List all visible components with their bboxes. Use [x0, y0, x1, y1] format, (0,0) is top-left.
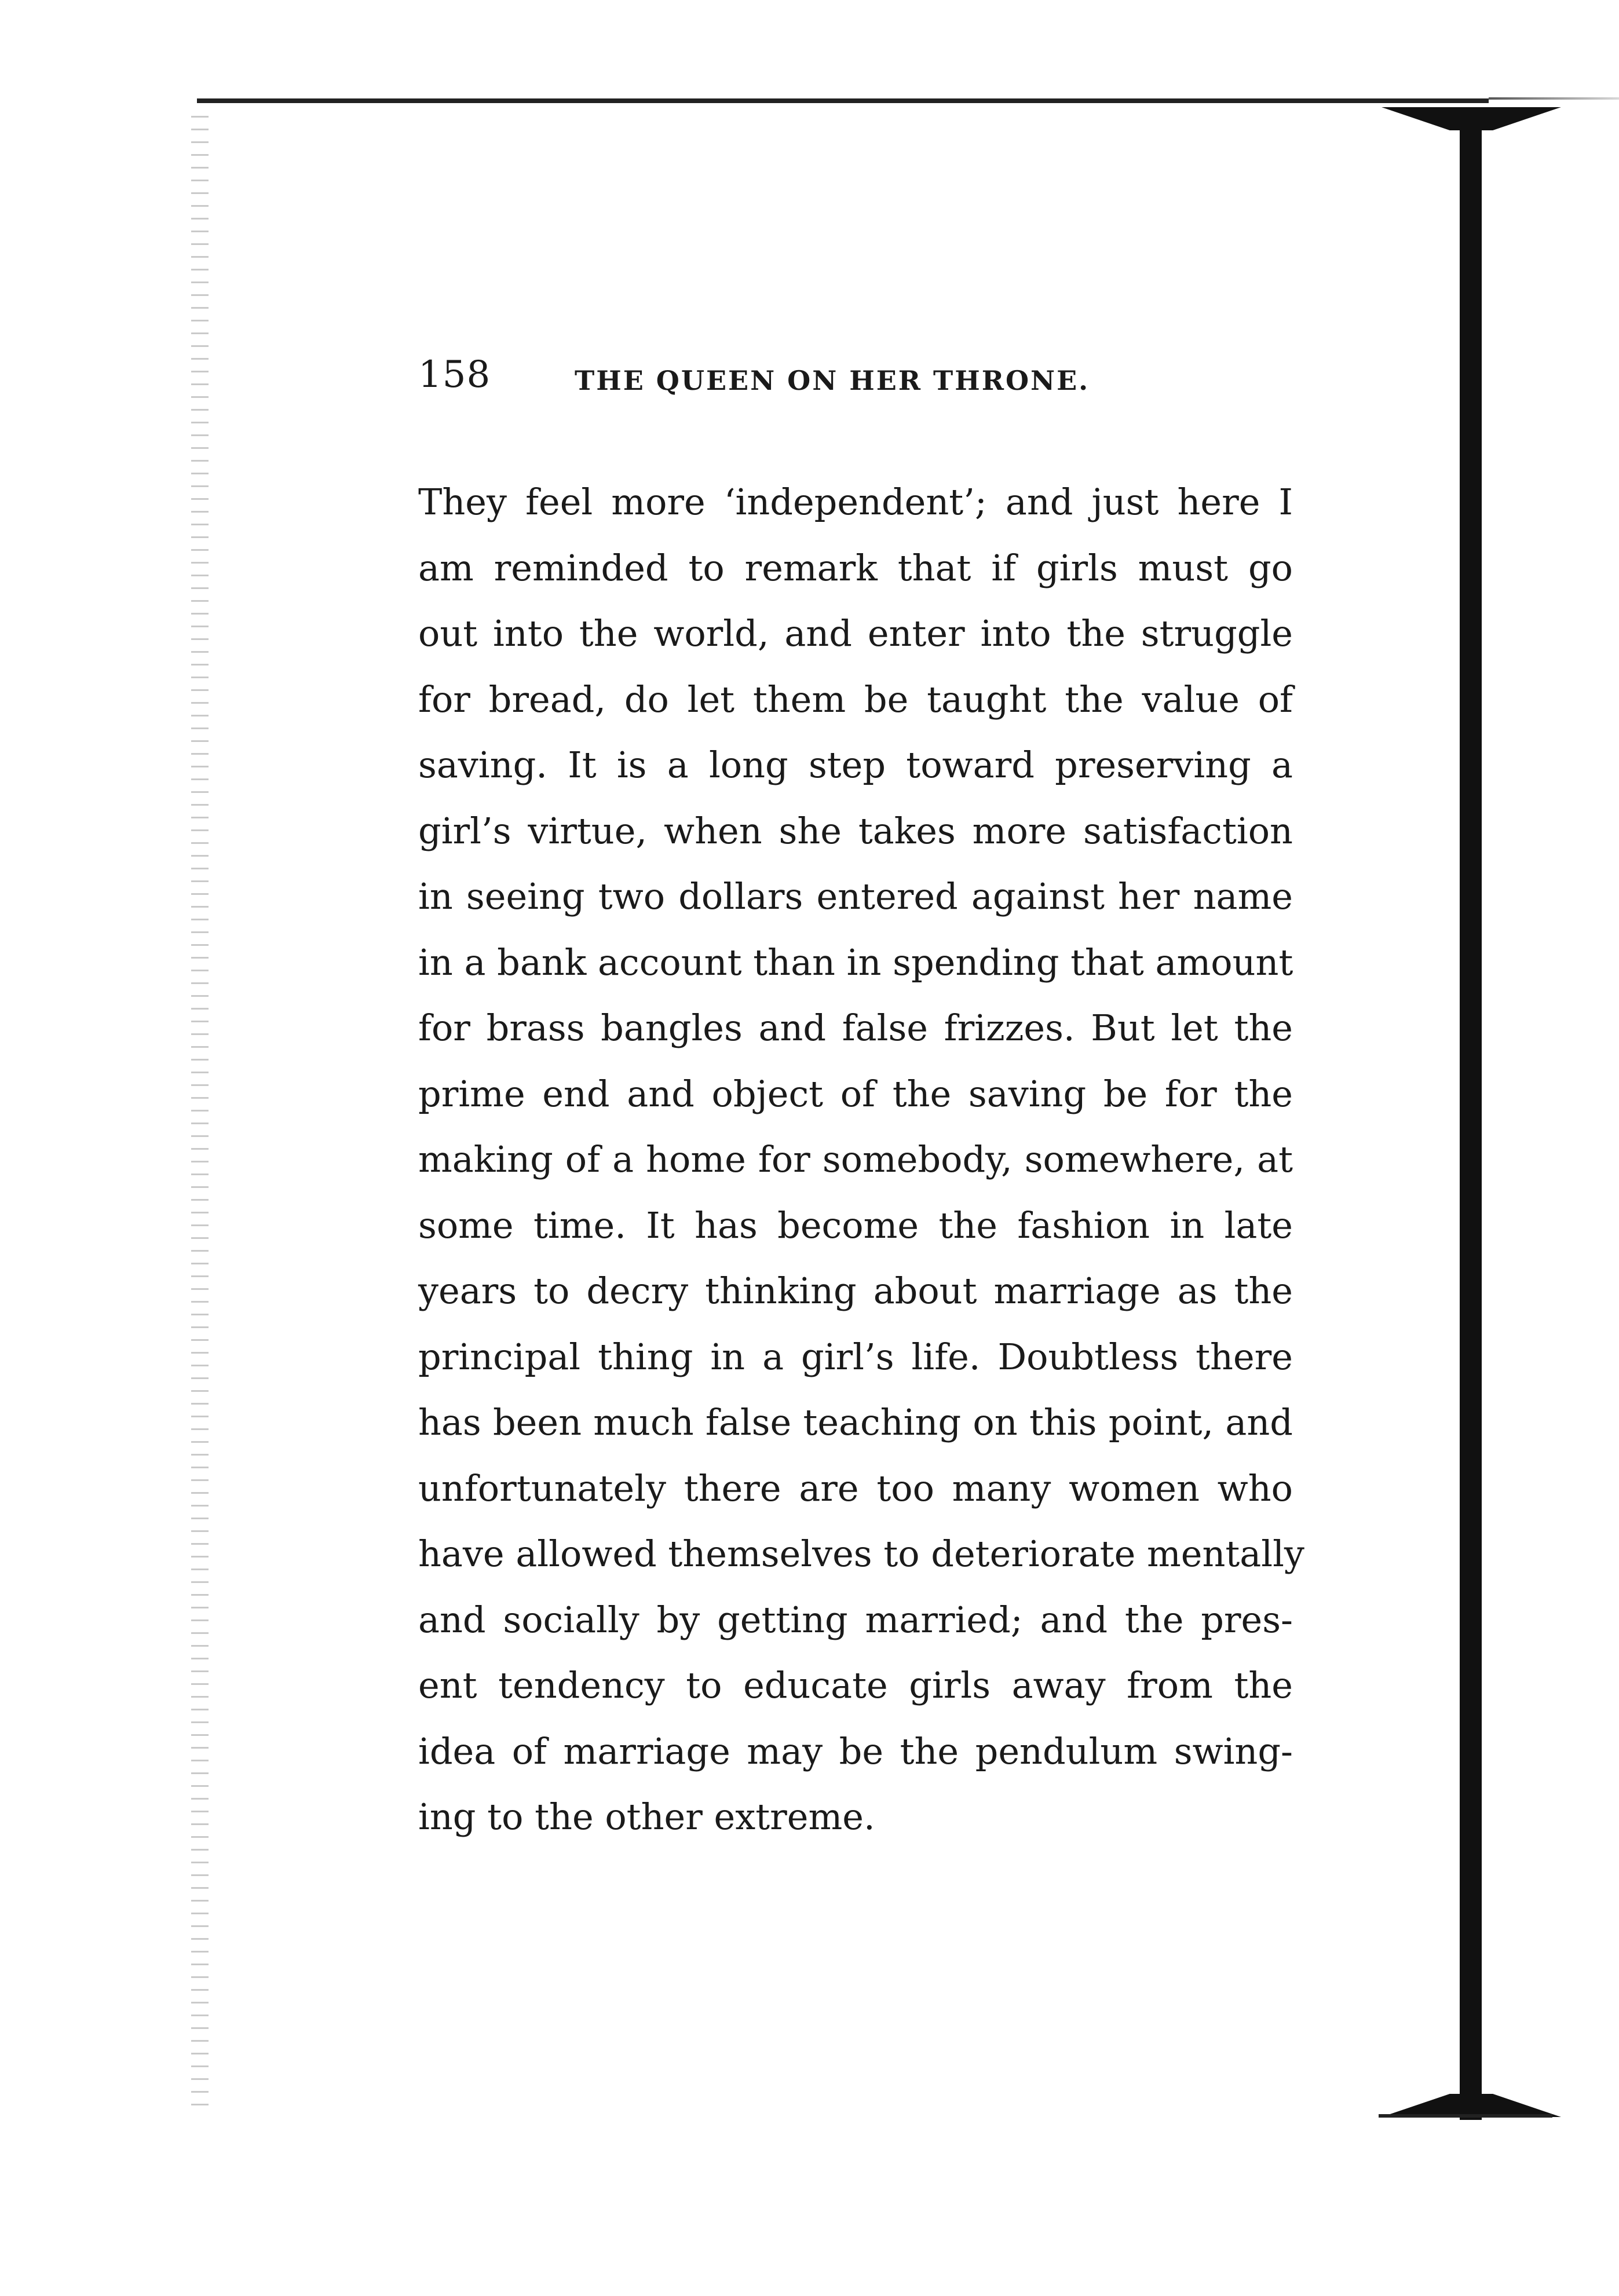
text-line: unfortunately there are too many women who: [418, 1467, 1293, 1509]
running-head: THE QUEEN ON HER THRONE.: [575, 365, 1090, 396]
bottom-rule: [1379, 2114, 1552, 2118]
binding-bar: [1460, 116, 1482, 2120]
text-line: has been much false teaching on this point, and: [418, 1401, 1293, 1443]
text-line: saving. It is a long step toward preserving a: [418, 744, 1293, 786]
text-line: making of a home for somebody, somewhere, at: [418, 1138, 1293, 1180]
top-rule: [197, 98, 1489, 103]
text-line: idea of marriage may be the pendulum swing-: [418, 1730, 1293, 1772]
text-line: and socially by getting married; and the pres-: [418, 1598, 1293, 1641]
text-line: some time. It has become the fashion in late: [418, 1204, 1293, 1246]
text-line: for brass bangles and false frizzes. But let the: [418, 1007, 1293, 1049]
text-line: years to decry thinking about marriage as the: [418, 1270, 1293, 1312]
text-line: prime end and object of the saving be for the: [418, 1072, 1293, 1115]
text-line: have allowed themselves to deteriorate mentally: [418, 1533, 1304, 1575]
top-rule-fade: [1489, 97, 1619, 100]
text-line: ing to the other extreme.: [418, 1796, 875, 1838]
binding-gutter: [191, 116, 209, 2114]
text-line: girl’s virtue, when she takes more satisfaction: [418, 809, 1293, 852]
text-line: ent tendency to educate girls away from the: [418, 1664, 1293, 1706]
text-line: out into the world, and enter into the struggle: [418, 612, 1293, 655]
text-line: in seeing two dollars entered against her name: [418, 875, 1293, 917]
page-number: 158: [418, 353, 491, 396]
binding-bar-bottom-cap: [1382, 2094, 1561, 2117]
text-line: am reminded to remark that if girls must go: [418, 546, 1293, 589]
page-header: [418, 353, 1287, 405]
body-text: [418, 469, 1304, 1850]
text-line: in a bank account than in spending that amount: [418, 941, 1293, 984]
text-line: for bread, do let them be taught the value of: [418, 678, 1293, 721]
text-line: principal thing in a girl’s life. Doubtless there: [418, 1335, 1293, 1378]
text-line: They feel more ‘independent’; and just here I: [418, 481, 1293, 523]
